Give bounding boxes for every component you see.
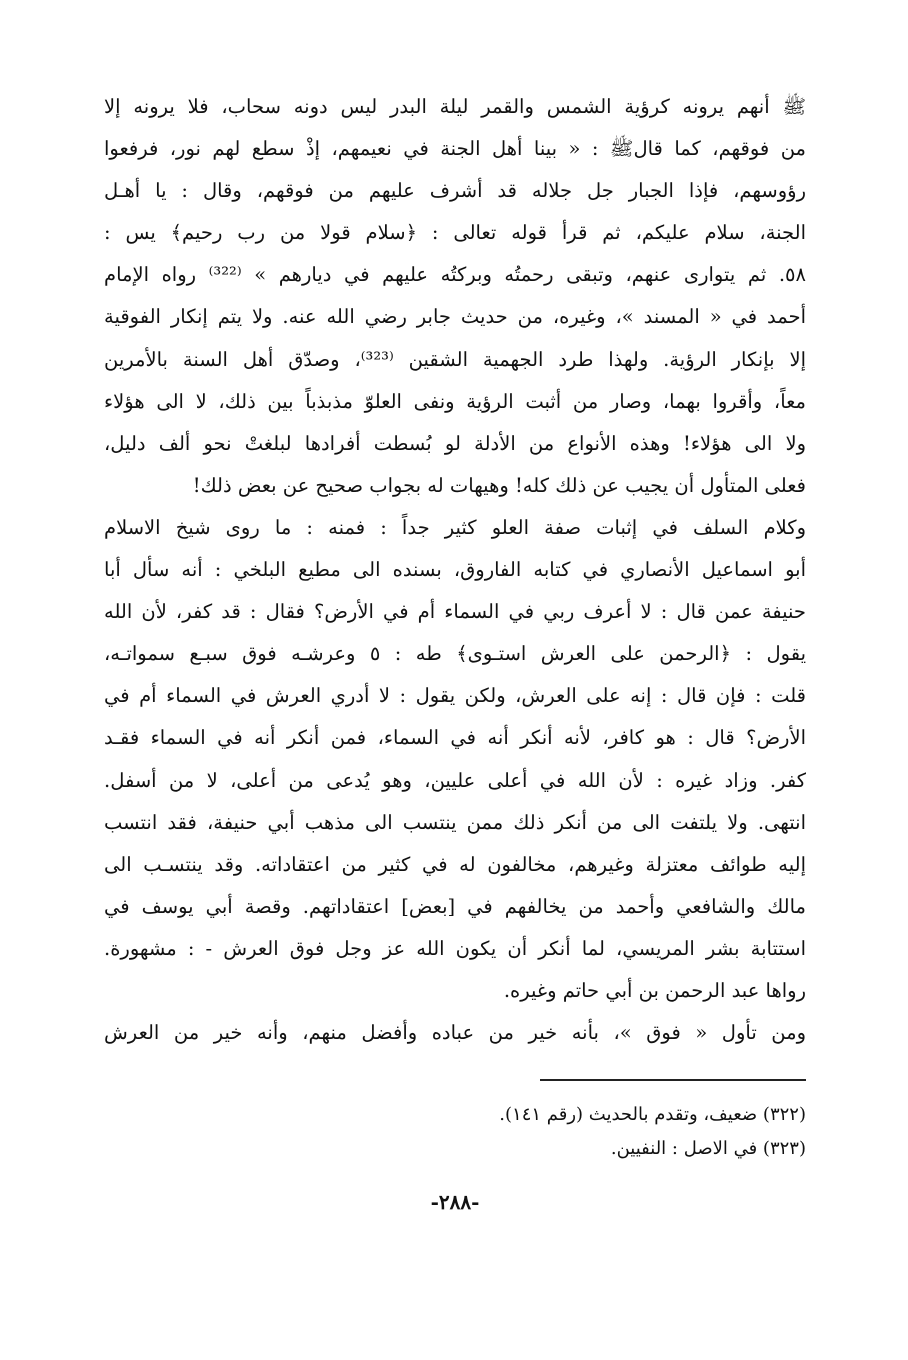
footnotes xyxy=(300,1098,806,1166)
footnote: (٣٢٣) في الاصل : النفيين. xyxy=(610,1138,806,1159)
footnote: (٣٢٢) ضعيف، وتقدم بالحديث (رقم ١٤١). xyxy=(499,1104,806,1125)
text-line: يقول : ﴿الرحمن على العرش استـوى﴾ طه : ٥ وعرشـه فوق سبـع سمواتـه، xyxy=(104,642,806,666)
body-text xyxy=(104,86,806,1054)
text-line: ولا الى هؤلاء! وهذه الأنواع من الأدلة لو بُسطت أفرادها لبلغتْ نحو ألف دليل، xyxy=(104,431,806,455)
footnote-divider xyxy=(540,1079,806,1081)
text-line: قلت : فإن قال : إنه على العرش، ولكن يقول : لا أدري العرش في السماء أم في xyxy=(104,684,806,708)
text-line: ومن تأول « فوق »، بأنه خير من عباده وأفضل منهم، وأنه خير من العرش xyxy=(104,1021,806,1045)
text-line: ﷺ أنهم يرونه كرؤية الشمس والقمر ليلة البدر ليس دونه سحاب، فلا يرونه إلا xyxy=(104,95,806,118)
text-line: الجنة، سلام عليكم، ثم قرأ قوله تعالى : ﴿سلام قولا من رب رحيم﴾ يس : xyxy=(104,221,806,245)
text-line: إليه طوائف معتزلة وغيرهم، مخالفون له في كثير من اعتقاداته. وقد ينتسـب الى xyxy=(104,852,806,876)
text-line: أحمد في « المسند »، وغيره، من حديث جابر رضي الله عنه. ولا يتم إنكار الفوقية xyxy=(104,305,806,329)
text-line: إلا بإنكار الرؤية. ولهذا طرد الجهمية الشقين ⁽³²³⁾، وصدّق أهل السنة بالأمرين xyxy=(104,347,806,371)
text-line: معاً، وأقروا بهما، وصار من أثبت الرؤية ونفى العلوّ مذبذباً بين ذلك، لا الى هؤلاء xyxy=(104,389,806,413)
text-line: وكلام السلف في إثبات صفة العلو كثير جداً : فمنه : ما روى شيخ الاسلام xyxy=(104,515,806,539)
text-line: من فوقهم، كما قالﷺ : « بينا أهل الجنة في نعيمهم، إذْ سطع لهم نور، فرفعوا xyxy=(104,137,806,161)
text-line: رؤوسهم، فإذا الجبار جل جلاله قد أشرف عليهم من فوقهم، وقال : يا أهـل xyxy=(104,179,806,203)
text-line: مالك والشافعي وأحمد من يخالفهم في [بعض] اعتقاداتهم. وقصة أبي يوسف في xyxy=(104,894,806,918)
page-number: -٢٨٨- xyxy=(430,1190,480,1214)
text-line: حنيفة عمن قال : لا أعرف ربي في السماء أم في الأرض؟ فقال : قد كفر، لأن الله xyxy=(104,600,806,624)
text-line: أبو اسماعيل الأنصاري في كتابه الفاروق، بسنده الى مطيع البلخي : أنه سأل أبا xyxy=(104,558,806,582)
text-line: فعلى المتأول أن يجيب عن ذلك كله! وهيهات له بجواب صحيح عن بعض ذلك! xyxy=(192,473,806,497)
text-line: انتهى. ولا يلتفت الى من أنكر ذلك ممن ينتسب الى مذهب أبي حنيفة، فقد انتسب xyxy=(104,810,806,834)
text-line: استتابة بشر المريسي، لما أنكر أن يكون الله عز وجل فوق العرش - : مشهورة. xyxy=(104,936,806,960)
text-line: الأرض؟ قال : هو كافر، لأنه أنكر أنه في السماء، فمن أنكر أنه في السماء فقـد xyxy=(104,726,806,750)
text-line: ٥٨. ثم يتوارى عنهم، وتبقى رحمتُه وبركتُه عليهم في ديارهم » ⁽³²²⁾ رواه الإمام xyxy=(104,263,806,287)
text-line: رواها عبد الرحمن بن أبي حاتم وغيره. xyxy=(503,978,806,1002)
text-line: كفر. وزاد غيره : لأن الله في أعلى عليين، وهو يُدعى من أعلى، لا من أسفل. xyxy=(104,768,806,792)
